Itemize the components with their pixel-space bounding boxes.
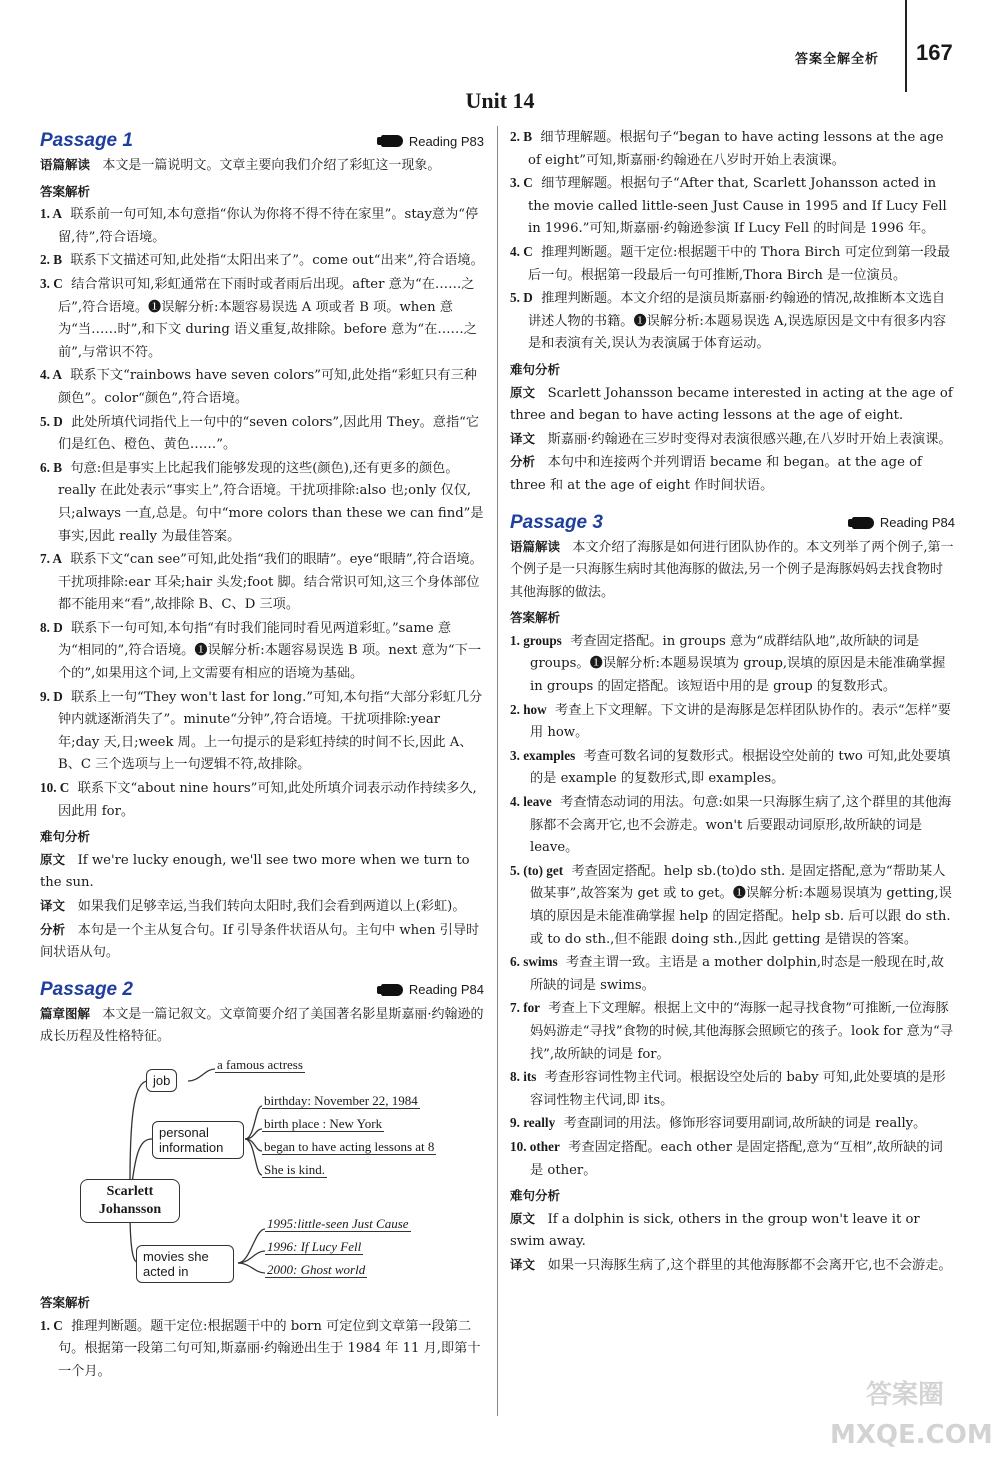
answer-text: 考查情态动词的用法。句意:如果一只海豚生病了,这个群里的其他海豚都不会离开它,也不会游走。won't 后要跟动词原形,故所缺的词是 leave。: [530, 795, 952, 856]
answer-number: 1. C: [40, 1317, 63, 1333]
answer-number: 4. A: [40, 367, 62, 383]
job-value: a famous actress: [217, 1056, 303, 1072]
analysis: [510, 451, 955, 497]
answer-number: 8. D: [40, 619, 63, 635]
movie-item: 2000: Ghost world: [267, 1261, 366, 1277]
right-column: [510, 126, 955, 1278]
answer-number: 3. examples: [510, 747, 576, 763]
answer-number: 9. really: [510, 1115, 556, 1131]
job-node: job: [146, 1069, 177, 1092]
answers-title: 答案解析: [40, 1294, 91, 1310]
answer-number: 3. C: [510, 175, 533, 191]
intro-text: 本文是一篇记叙文。文章简要介绍了美国著名影星斯嘉丽·约翰逊的成长历程及性格特征。: [40, 1006, 484, 1045]
answer-text: 联系前一句可知,本句意指“你认为你将不得不待在家里”。stay意为“停留,待”,符合语境。: [58, 207, 479, 245]
answer-text: 此处所填代词指代上一句中的“seven colors”,因此用 They。意指“它们是红色、橙色、黄色……”。: [58, 414, 480, 453]
answer-item: [510, 126, 955, 172]
answer-number: 9. D: [40, 688, 63, 704]
personal-item: birthday: November 22, 1984: [264, 1092, 418, 1108]
answer-number: 6. B: [40, 459, 62, 475]
column-divider: [497, 126, 498, 1416]
analysis-text: 本句中和连接两个并列谓语 became 和 began。at the age of three 和 at the age of eight 作时间状语。: [510, 455, 922, 493]
answer-number: 4. leave: [510, 794, 552, 810]
passage3-answer-list: [510, 630, 955, 1182]
unit-title: Unit 14: [465, 88, 535, 113]
passage2-title: Passage 2: [40, 978, 133, 1000]
passage3-title: Passage 3: [510, 511, 603, 533]
answer-text: 推理判断题。题干定位:根据题干中的 born 可定位到文章第一段第二句。根据第一段第二句可知,斯嘉丽·约翰逊出生于 1984 年 11 月,即第十一个月。: [58, 1318, 481, 1379]
movie-item: 1995:little-seen Just Cause: [267, 1215, 409, 1231]
answer-text: 考查形容词性物主代词。根据设空处后的 baby 可知,此处要填的是形容词性物主代词,即 its。: [530, 1070, 946, 1108]
movie-item: 1996: If Lucy Fell: [267, 1238, 362, 1254]
answer-number: 2. B: [510, 129, 532, 144]
answer-item: [40, 548, 484, 617]
answer-text: 细节理解题。根据句子“began to have acting lessons at the age of eight”可知,斯嘉丽·约翰逊在八岁时开始上表演课。: [528, 130, 944, 168]
original-label: 原文: [40, 851, 66, 867]
passage1-header: [40, 130, 484, 152]
translation-text: 如果一只海豚生病了,这个群里的其他海豚都不会离开它,也不会游走。: [547, 1257, 952, 1273]
answer-item: [510, 1112, 955, 1136]
answer-number: 2. how: [510, 701, 547, 717]
answer-text: 结合常识可知,彩虹通常在下雨时或者雨后出现。after 意为“在……之后”,符合语境。❶误解分析:本题容易误选 A 项或者 B 项。when 意为“当……时”,和下文 during 语义重复,故排除。before 意为“在……之前”,与常识不符。: [58, 276, 477, 360]
reading-ref-label: Reading P83: [408, 133, 484, 149]
answer-item: [510, 287, 955, 356]
passage2-answer-list-right: [510, 126, 955, 356]
answer-text: 联系下文“about nine hours”可知,此处所填介词表示动作持续多久,因此用 for。: [58, 781, 477, 819]
answer-number: 5. D: [510, 290, 533, 306]
answer-item: [510, 630, 955, 699]
answer-number: 1. A: [40, 206, 62, 222]
movies-node: movies she acted in: [136, 1245, 234, 1283]
intro-label: 语篇解读: [40, 157, 91, 172]
hard-sentence-title: 难句分析: [40, 829, 91, 845]
answer-item: [40, 617, 484, 686]
passage2-intro: [40, 1003, 484, 1049]
passage1-answer-list: [40, 203, 484, 823]
answer-text: 考查副词的用法。修饰形容词要用副词,故所缺的词是 really。: [563, 1116, 927, 1132]
answer-text: 推理判断题。题干定位:根据题干中的 Thora Birch 可定位到第一段最后一句。根据第一段最后一句可推断,Thora Birch 是一位演员。: [528, 244, 951, 283]
answer-number: 5. (to) get: [510, 862, 564, 878]
answers-title: 答案解析: [40, 183, 91, 199]
answer-text: 考查固定搭配。in groups 意为“成群结队地”,故所缺的词是 groups。❶误解分析:本题易误填为 group,误填的原因是未能准确掌握 in groups 的固定搭配。该短语中用的是 group 的复数形式。: [530, 633, 946, 695]
answer-number: 7. for: [510, 1000, 541, 1016]
intro-label: 篇章图解: [40, 1005, 91, 1021]
reading-ref-label: Reading P84: [879, 515, 955, 530]
answer-item: [510, 997, 955, 1066]
answer-item: [40, 411, 484, 457]
analysis-label: 分析: [510, 454, 536, 470]
original-label: 原文: [510, 384, 536, 400]
answer-text: 考查可数名词的复数形式。根据设空处前的 two 可知,此处要填的是 example 的复数形式,即 examples。: [530, 748, 951, 787]
personal-item: birth place : New York: [264, 1115, 383, 1131]
answer-item: [40, 249, 484, 273]
passage2-answer-list-left: [40, 1315, 484, 1384]
answer-text: 考查主谓一致。主语是 a mother dolphin,时态是一般现在时,故所缺的词是 swims。: [530, 955, 944, 993]
watermark-logo: 答案圈 MXQE.COM: [830, 1380, 993, 1450]
pointing-hand-icon: [852, 517, 874, 529]
original-label: 原文: [510, 1210, 536, 1226]
passage2-reading-ref: [381, 982, 484, 997]
header-divider: [905, 0, 907, 92]
passage2-header: [40, 979, 484, 1001]
answer-item: [510, 241, 955, 287]
hard-sentence-title: 难句分析: [510, 1188, 561, 1204]
answer-number: 10. C: [40, 780, 70, 796]
answer-item: [40, 457, 484, 548]
answer-item: [510, 951, 955, 997]
left-column: [40, 126, 484, 1383]
personal-item: began to have acting lessons at 8: [264, 1138, 435, 1154]
answer-text: 细节理解题。根据句子“After that, Scarlett Johansson acted in the movie called little-seen Just Cause in 1995 and If Lucy Fell in 1996.”可知,斯嘉丽·约翰逊参演 If Lucy Fell 的时间是 1996 年。: [528, 176, 947, 237]
intro-text: 本文介绍了海豚是如何进行团队协作的。本文列举了两个例子,第一个例子是一只海豚生病时其他海豚的做法,另一个例子是海豚妈妈去找食物时其他海豚的做法。: [510, 539, 954, 600]
answer-text: 句意:但是事实上比起我们能够发现的这些(颜色),还有更多的颜色。really 在此处表示“事实上”,符合语境。干扰项排除:also 也;only 仅仅,只;always 一直,总是。句中“more colors than these we can find”是事实,因此 really 为最佳答案。: [58, 460, 484, 544]
analysis-label: 分析: [40, 921, 66, 937]
original-sentence: [510, 382, 955, 428]
original-sentence: [40, 849, 484, 895]
answer-number: 3. C: [40, 275, 63, 291]
answer-item: [40, 777, 484, 823]
translation: [40, 895, 484, 919]
answer-item: [40, 273, 484, 364]
passage1-intro: [40, 154, 484, 178]
answer-item: [510, 172, 955, 241]
answer-number: 5. D: [40, 413, 63, 429]
personal-info-node: personal information: [152, 1121, 244, 1159]
analysis-text: 本句是一个主从复合句。If 引导条件状语从句。主句中 when 引导时间状语从句。: [40, 922, 480, 961]
answer-text: 推理判断题。本文介绍的是演员斯嘉丽·约翰逊的情况,故推断本文选自讲述人物的书籍。❶误解分析:本题易误选 A,误选原因是文中有很多内容是和表演有关,误认为表演属于体育运动。: [528, 291, 946, 352]
answer-number: 4. C: [510, 243, 533, 259]
answer-text: 联系下文“rainbows have seven colors”可知,此处指“彩虹只有三种颜色”。color“颜色”,符合语境。: [58, 368, 477, 406]
translation: [510, 428, 955, 452]
passage3-intro: [510, 536, 955, 605]
answer-text: 联系下文描述可知,此处指“太阳出来了”。come out“出来”,符合语境。: [70, 253, 484, 269]
answer-number: 7. A: [40, 551, 62, 567]
passage1-title: Passage 1: [40, 130, 133, 151]
answer-item: [510, 1066, 955, 1112]
analysis: [40, 919, 484, 965]
answer-item: [510, 791, 955, 860]
answer-item: [40, 1315, 484, 1384]
intro-label: 语篇解读: [510, 538, 561, 554]
answer-number: 8. its: [510, 1069, 537, 1085]
reading-ref-label: Reading P84: [408, 982, 484, 998]
page-number: 167: [916, 40, 953, 65]
translation-label: 译文: [510, 430, 536, 446]
answer-item: [40, 686, 484, 777]
translation-label: 译文: [40, 898, 66, 913]
personal-item: She is kind.: [264, 1161, 326, 1177]
answer-number: 2. B: [40, 252, 62, 268]
answer-text: 考查固定搭配。each other 是固定搭配,意为“互相”,故所缺的词是 other。: [530, 1139, 943, 1178]
translation: [510, 1254, 955, 1278]
header-label: 答案全解全析: [795, 52, 880, 67]
hard-sentence-title: 难句分析: [510, 361, 561, 377]
passage1-reading-ref: [381, 134, 484, 149]
answer-item: [40, 364, 484, 410]
answer-item: [510, 860, 955, 951]
original-text: If we're lucky enough, we'll see two more when we turn to the sun.: [40, 852, 470, 891]
answer-number: 6. swims: [510, 954, 558, 970]
answer-item: [510, 745, 955, 791]
answer-item: [510, 1136, 955, 1182]
answer-text: 联系下一句可知,本句指“有时我们能同时看见两道彩虹。”same 意为“相同的”,符合语境。❶误解分析:本题容易误选 B 项。next 意为“下一个的”,如果用这个词,上文需要有相应的语境为基础。: [58, 620, 482, 682]
answers-title: 答案解析: [510, 610, 561, 626]
translation-label: 译文: [510, 1256, 536, 1272]
mind-map-center: Scarlett Johansson: [80, 1179, 180, 1223]
answer-number: 1. groups: [510, 632, 562, 648]
pointing-hand-icon: [381, 984, 403, 996]
answer-item: [510, 699, 955, 745]
passage3-reading-ref: [852, 515, 955, 530]
original-text: Scarlett Johansson became interested in acting at the age of three and began to have acting lessons at the age of eight.: [510, 385, 953, 424]
pointing-hand-icon: [381, 135, 403, 147]
passage3-header: [510, 512, 955, 534]
mind-map: [40, 1051, 484, 1289]
translation-text: 斯嘉丽·约翰逊在三岁时变得对表演很感兴趣,在八岁时开始上表演课。: [547, 431, 952, 447]
answer-number: 10. other: [510, 1138, 560, 1154]
answer-item: [40, 203, 484, 249]
answer-text: 考查上下文理解。下文讲的是海豚是怎样团队协作的。表示“怎样”要用 how。: [530, 702, 951, 741]
answer-text: 考查上下文理解。根据上文中的“海豚一起寻找食物”可推断,一位海豚妈妈游走“寻找”食物的时候,其他海豚会照顾它的孩子。look for 意为“寻找”,故所缺的词是 for。: [530, 1001, 953, 1062]
answer-text: 联系上一句“They won't last for long.”可知,本句指“大部分彩虹几分钟内就逐渐消失了”。minute“分钟”,符合语境。干扰项排除:year 年;day 天,日;week 周。上一句提示的是彩虹持续的时间不长,因此 A、B、C 三个选项与上一句逻辑不符,故排除。: [58, 689, 483, 773]
original-text: If a dolphin is sick, others in the group won't leave it or swim away.: [510, 1211, 920, 1250]
answer-text: 联系下文“can see”可知,此处指“我们的眼睛”。eye“眼睛”,符合语境。干扰项排除:ear 耳朵;hair 头发;foot 脚。结合常识可知,这三个身体部位都不能用来“看”,故排除 B、C、D 三项。: [58, 552, 483, 613]
translation-text: 如果我们足够幸运,当我们转向太阳时,我们会看到两道以上(彩虹)。: [77, 899, 466, 914]
intro-text: 本文是一篇说明文。文章主要向我们介绍了彩虹这一现象。: [102, 158, 441, 173]
original-sentence: [510, 1208, 955, 1254]
answer-text: 考查固定搭配。help sb.(to)do sth. 是固定搭配,意为“帮助某人做某事”,故答案为 get 或 to get。❶误解分析:本题易误填为 getting,误填的原因是未能准确掌握 help 的固定搭配。help sb. 后可以跟 do sth. 或 to do sth.,但不能跟 doing sth.,因此 getting 是错误的答案。: [530, 863, 952, 947]
